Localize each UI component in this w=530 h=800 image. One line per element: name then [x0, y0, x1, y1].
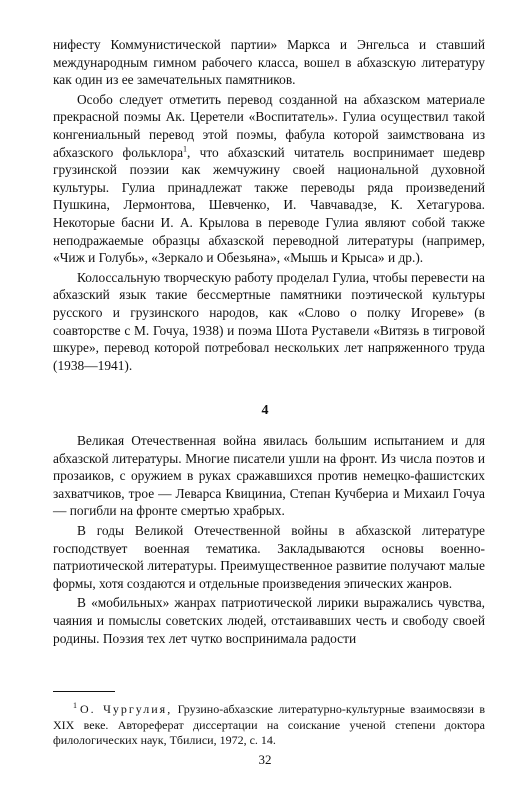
paragraph: Колоссальную творческую работу проделал Гулиа, чтобы перевести на абхазский язык такие бессмертные памятники поэтической культуры русского и грузинского народов, как «Слово о полку Игореве» (в соавторстве с М. Гочуа, 1938) и поэма Шота Руставели «Витязь в тигровой шкуре», перевод которой потребовал нескольких лет напряженного труда (1938—1941). — [53, 269, 485, 373]
text-block-top — [53, 36, 485, 376]
paragraph: Великая Отечественная война явилась большим испытанием и для абхазской литературы. Многие писатели ушли на фронт. Из числа поэтов и прозаиков, с оружием в руках сражавшихся против немецко-фашистских захватчиков, трое — Леварса Квициниа, Степан Кучбериа и Михаил Гочуа — погибли на фронте смертью храбрых. — [53, 433, 485, 519]
paragraph: В «мобильных» жанрах патриотической лирики выражались чувства, чаяния и помыслы советских людей, отстаивавших честь и свободу своей родины. Поэзия тех лет чутко воспринимала радости — [53, 595, 485, 646]
paragraph: В годы Великой Отечественной войны в абхазской литературе господствует военная тематика. Закладываются основы военно-патриотической литературы. Преимущественное развитие получают малые формы, хотя создаются и отдельные произведения эпических жанров. — [53, 522, 485, 591]
footnote-author: О. Чургулия, — [80, 702, 173, 716]
section-number: 4 — [261, 403, 269, 418]
footnote-reference: 1 — [183, 144, 188, 154]
paragraph-text: , что абхазский читатель воспринимает шедевр грузинской поэзии как жемчужину своей национальной духовной культуры. Гулиа принадлежат также переводы ряда произведений Пушкина, Лермонтова, Шевченко, И. Чавчавадзе, К. Хетагурова. Некоторые басни И. А. Крылова в переводе Гулиа являют собой также неподражаемые образцы абхазской переводной литературы (например, «Чиж и Голубь», «Зеркало и Обезьяна», «Мышь и Крыса» и др.). — [53, 144, 485, 266]
footnote-marker: 1 — [73, 701, 77, 710]
footnote-divider — [53, 691, 115, 692]
paragraph — [53, 91, 485, 267]
paragraph-text: Особо следует отметить перевод созданной на абхазском материале прекрасной поэмы Ак. Церетели «Воспитатель». Гулиа осуществил такой конгениальный перевод этой поэмы, фабула которой заимствована из абхазского фольклора — [53, 91, 485, 160]
page-number: 32 — [258, 752, 272, 767]
text-block-bottom — [53, 432, 485, 649]
footnote-text: Грузино-абхазские литературно-культурные взаимосвязи в XIX веке. Автореферат диссертации на соискание ученой степени доктора филологических наук, Тбилиси, 1972, с. 14. — [53, 702, 485, 747]
paragraph: нифесту Коммунистической партии» Маркса и Энгельса и ставший международным гимном рабочего класса, вошел в абхазскую литературу как один из ее замечательных памятников. — [53, 37, 485, 88]
footnote — [53, 698, 485, 749]
